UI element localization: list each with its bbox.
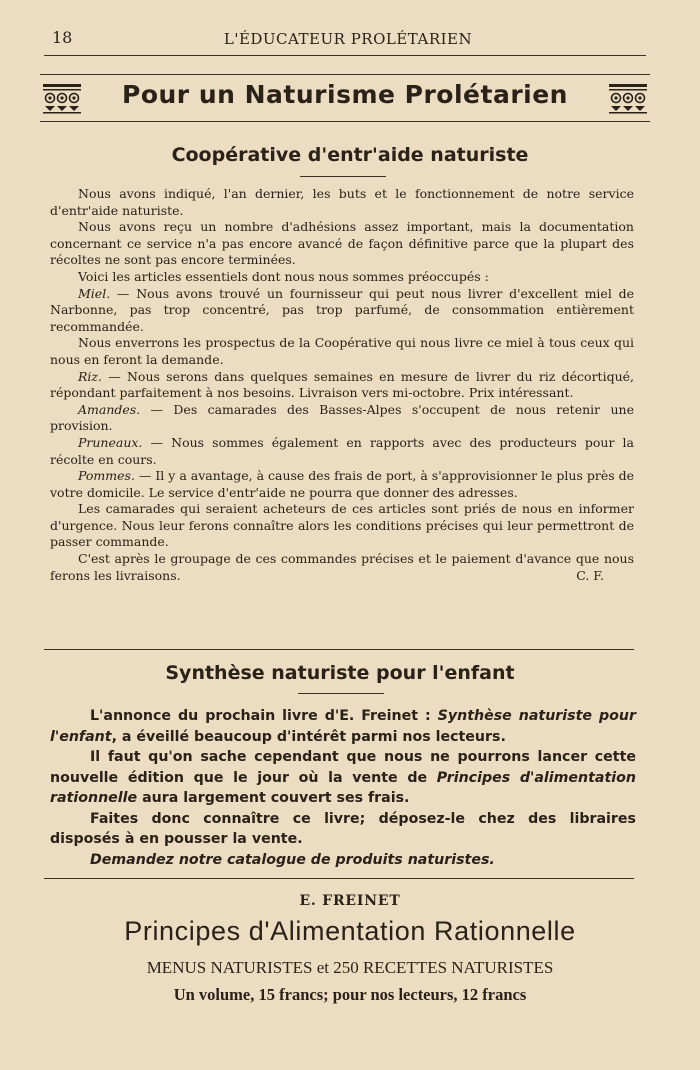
cooperative-paragraph bbox=[50, 335, 634, 368]
paragraph-text: — Nous serons dans quelques semaines en mesure de livrer du riz décortiqué, répondant parfaitement à nos besoins. Livraison vers mi-octobre. Prix intéressant. bbox=[50, 368, 634, 401]
cooperative-title: Coopérative d'entr'aide naturiste bbox=[171, 144, 529, 166]
cooperative-paragraph bbox=[50, 435, 634, 468]
synthese-title: Synthèse naturiste pour l'enfant bbox=[165, 662, 515, 684]
text-run: , a éveillé beaucoup d'intérêt parmi nos lecteurs. bbox=[111, 728, 506, 745]
paragraph-text: C'est après le groupage de ces commandes précises et le paiement d'avance que nous ferons les livraisons. bbox=[50, 551, 634, 583]
paragraph-text: — Nous sommes également en rapports avec des producteurs pour la récolte en cours. bbox=[50, 434, 634, 467]
paragraph-text: — Des camarades des Basses-Alpes s'occupent de nous retenir une provision. bbox=[50, 401, 634, 434]
cooperative-paragraph bbox=[50, 286, 634, 336]
floral-ornament-icon bbox=[42, 82, 82, 114]
paragraph-lead: Pommes. bbox=[78, 468, 135, 484]
paragraph-lead: Pruneaux. bbox=[78, 434, 143, 450]
cooperative-paragraph bbox=[50, 402, 634, 435]
book-title: Principes d'alimentation rationnelle bbox=[50, 769, 636, 806]
paragraph-text: Nous enverrons les prospectus de la Coopérative qui nous livre ce miel à tous ceux qui nous en feront la demande. bbox=[50, 335, 634, 367]
cooperative-paragraph bbox=[50, 501, 634, 551]
advert-subtitle: MENUS NATURISTES et 250 RECETTES NATURISTES bbox=[146, 958, 554, 977]
banner-title: Pour un Naturisme Prolétarien bbox=[122, 80, 568, 109]
synthese-paragraph: Faites donc connaître ce livre; déposez-le chez des libraires disposés à en pousser la vente. bbox=[50, 810, 636, 847]
page-number: 18 bbox=[52, 28, 73, 47]
synthese-title-rule bbox=[298, 693, 384, 694]
cooperative-title-rule bbox=[300, 176, 386, 177]
paragraph-lead: Miel. bbox=[78, 285, 111, 301]
synthese-paragraph bbox=[50, 706, 636, 747]
advert-price: Un volume, 15 francs; pour nos lecteurs, 12 francs bbox=[173, 985, 527, 1004]
paragraph-text: Nous avons reçu un nombre d'adhésions assez important, mais la documentation concernant ce service n'a pas encore avancé de façon définitive parce que la plupart des récoltes ne sont pas encore terminées. bbox=[50, 219, 634, 268]
journal-title: L'ÉDUCATEUR PROLÉTARIEN bbox=[223, 30, 473, 48]
section-divider bbox=[44, 649, 634, 650]
advert-title: Principes d'Alimentation Rationnelle bbox=[124, 916, 576, 946]
paragraph-text: Voici les articles essentiels dont nous nous sommes préoccupés : bbox=[78, 268, 489, 284]
paragraph-text: — Il y a avantage, à cause des frais de port, à s'approvisionner le plus près de votre domicile. Le service d'entr'aide ne pourra que donner des adresses. bbox=[50, 468, 635, 500]
paragraph-lead: Riz. bbox=[78, 368, 102, 384]
text-run: Il faut qu'on sache cependant que nous ne pourrons lancer cette nouvelle édition que le jour où la vente de bbox=[50, 749, 636, 786]
synthese-body bbox=[50, 706, 636, 870]
cooperative-body bbox=[50, 186, 634, 584]
synthese-paragraph bbox=[50, 747, 636, 809]
cooperative-paragraph bbox=[50, 269, 634, 286]
catalogue-request: Demandez notre catalogue de produits naturistes. bbox=[90, 851, 495, 868]
book-title: Synthèse naturiste pour l'enfant bbox=[50, 708, 636, 745]
banner-bottom-rule bbox=[40, 121, 650, 122]
paragraph-text: Nous avons indiqué, l'an dernier, les buts et le fonctionnement de notre service d'entr'aide naturiste. bbox=[50, 186, 634, 218]
cooperative-paragraph bbox=[50, 369, 634, 402]
banner-top-rule bbox=[40, 74, 650, 75]
text-run: L'annonce du prochain livre d'E. Freinet : bbox=[90, 708, 438, 724]
signature: C. F. bbox=[576, 567, 604, 583]
running-head bbox=[48, 26, 648, 52]
banner bbox=[40, 70, 650, 122]
advert-author: E. FREINET bbox=[299, 893, 401, 909]
cooperative-paragraph bbox=[50, 186, 634, 219]
text-run: aura largement couvert ses frais. bbox=[137, 790, 410, 806]
paragraph-text: — Nous avons trouvé un fournisseur qui peut nous livrer d'excellent miel de Narbonne, pas trop concentré, pas trop parfumé, de consommation entièrement recommandée. bbox=[50, 285, 634, 334]
cooperative-paragraph bbox=[50, 219, 634, 269]
cooperative-paragraph bbox=[50, 468, 634, 501]
floral-ornament-icon bbox=[608, 82, 648, 114]
paragraph-text: Les camarades qui seraient acheteurs de ces articles sont priés de nous en informer d'urgence. Nous leur ferons connaître alors les conditions précises qui leur permettront de passer commande. bbox=[50, 501, 634, 550]
header-rule bbox=[44, 55, 646, 56]
advert-divider bbox=[44, 878, 634, 879]
paragraph-lead: Amandes. bbox=[78, 401, 141, 417]
